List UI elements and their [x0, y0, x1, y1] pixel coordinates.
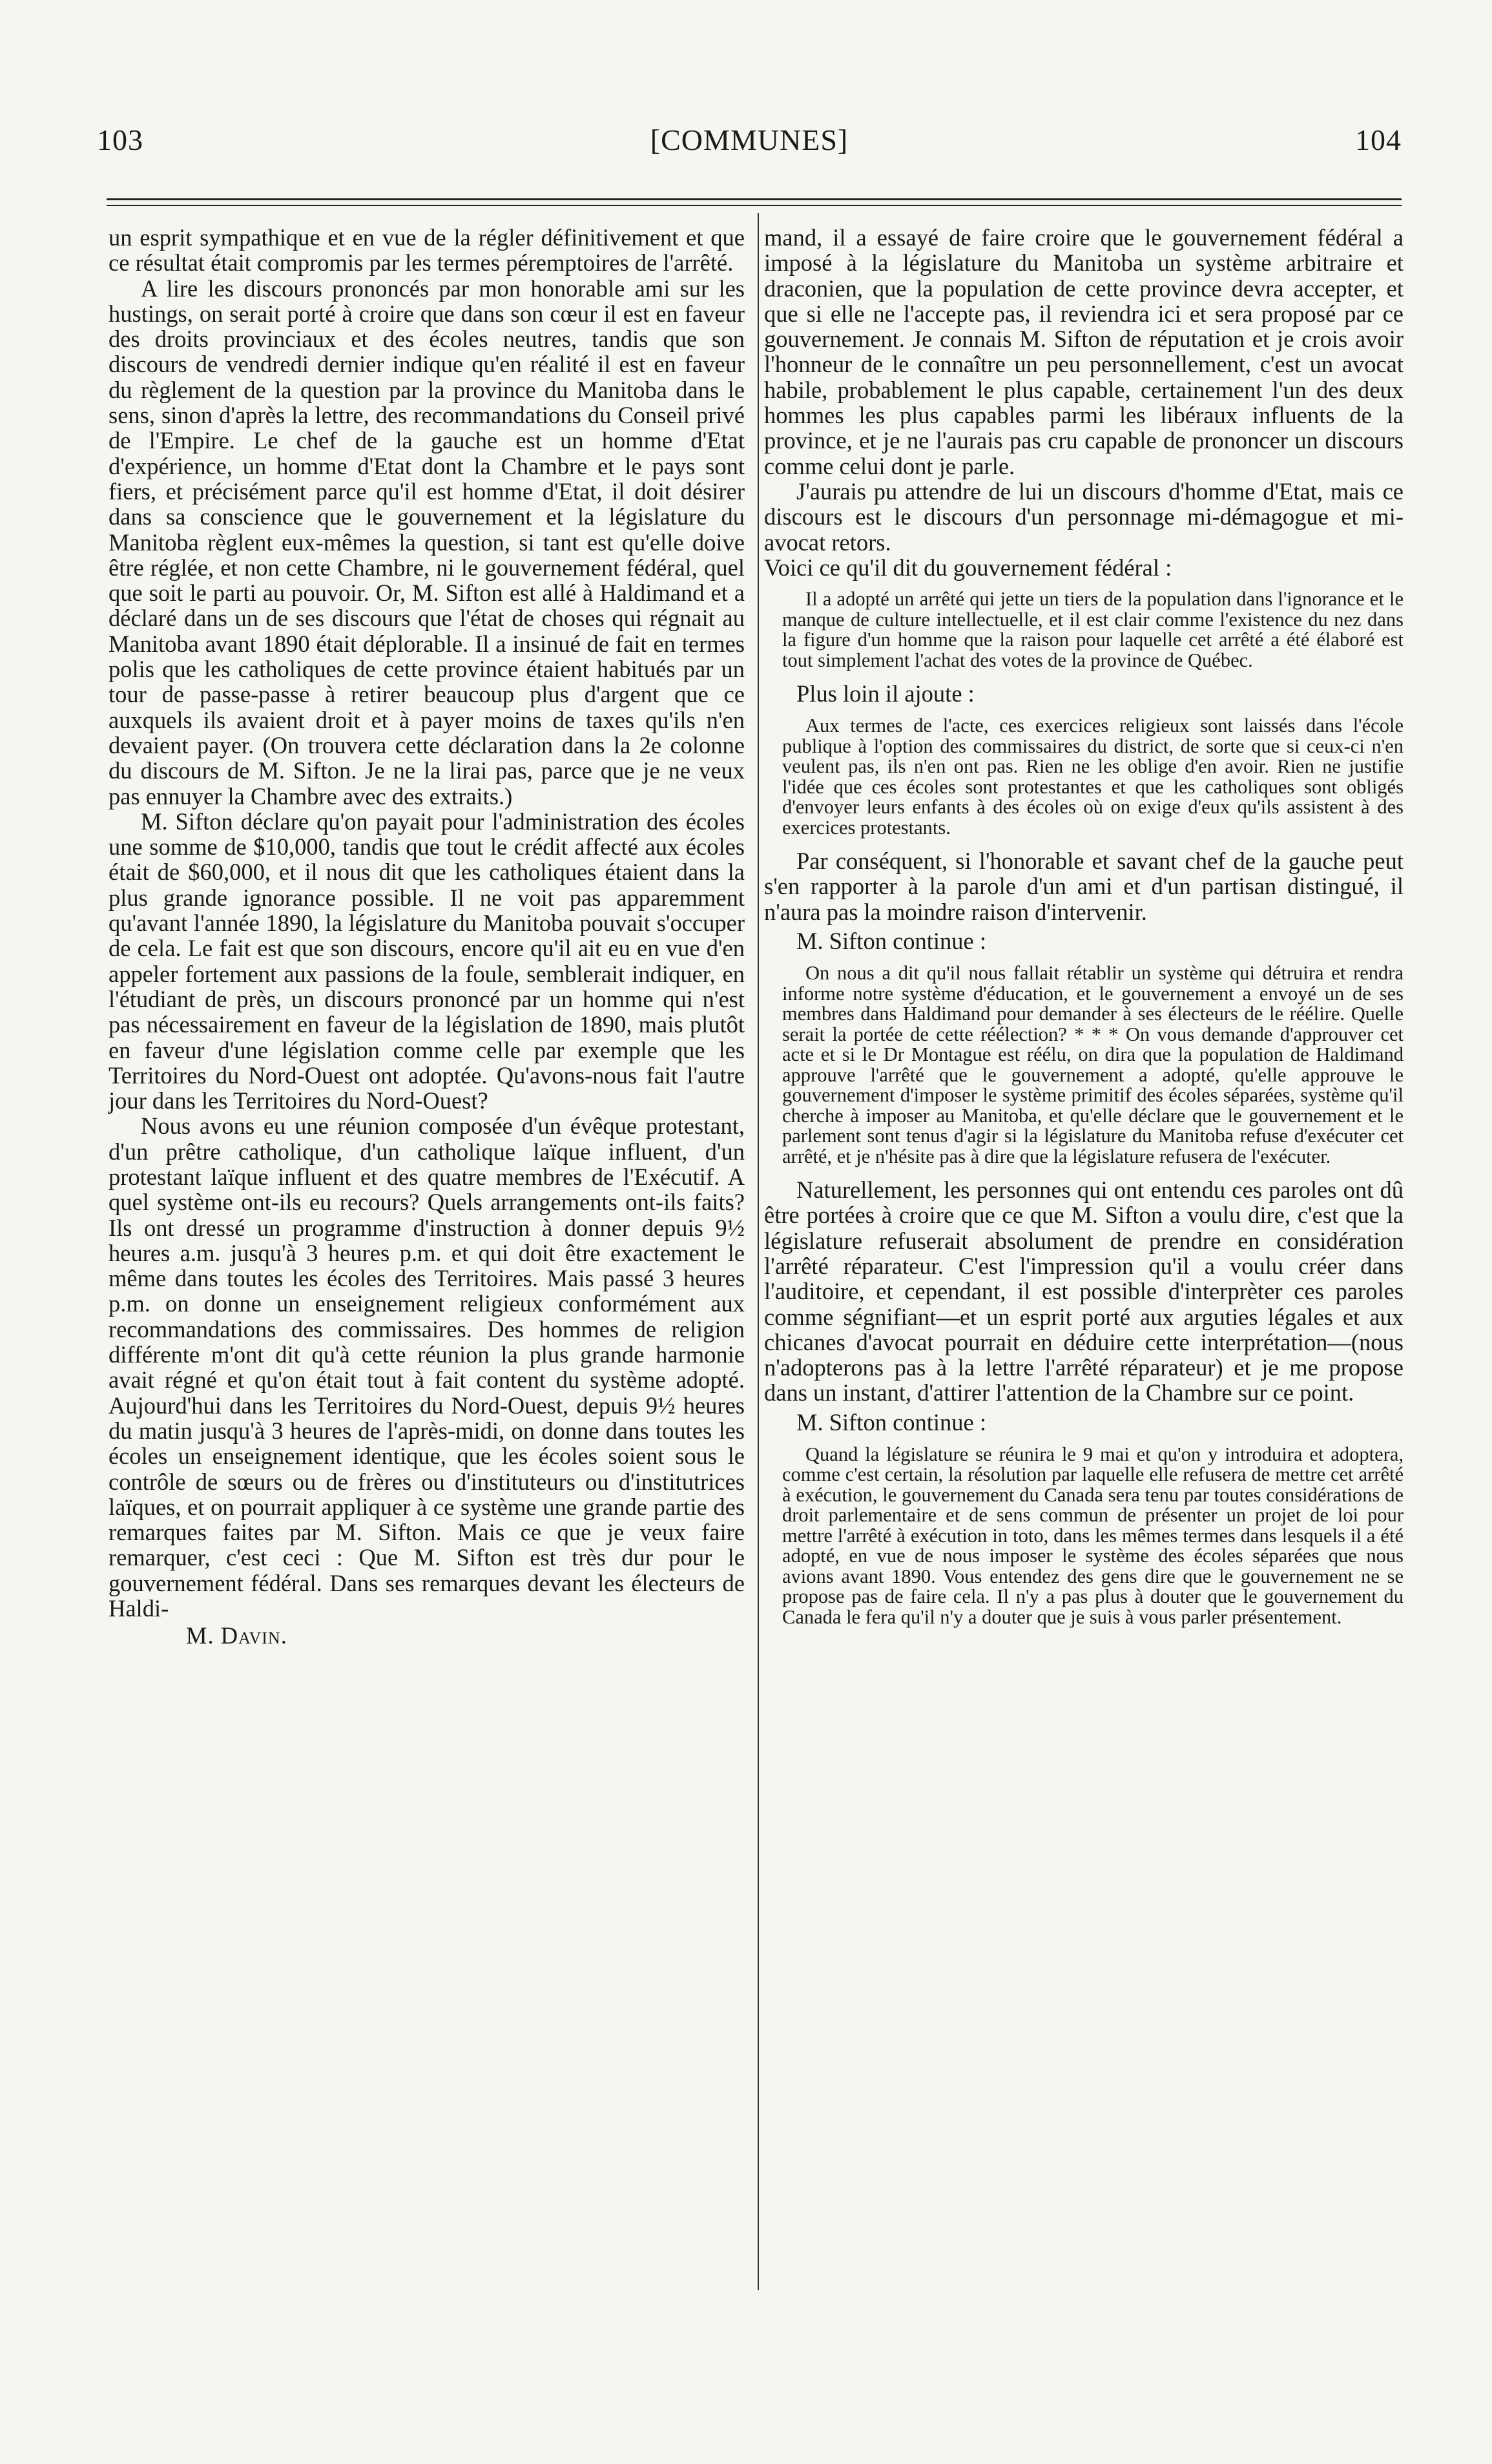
- column-divider: [758, 213, 759, 2290]
- header-rule-thick: [107, 198, 1402, 200]
- paragraph: Voici ce qu'il dit du gouvernement fédéral :: [764, 554, 1172, 581]
- page-header: [97, 123, 1402, 162]
- block-quote: Aux termes de l'acte, ces exercices religieux sont laissés dans l'école publique à l'option des commissaires du district, de sorte que si ceux-ci n'en veulent pas, ils n'en ont pas. Rien ne les oblige d'en avoir. Rien ne justifie l'idée que ces écoles sont protestantes et que les catholiques sont obligés d'envoyer leurs enfants à des écoles où on exige d'eux qu'ils assistent à des exercices protestants.: [782, 715, 1404, 839]
- paragraph: Par conséquent, si l'honorable et savant chef de la gauche peut s'en rapporter à la parole d'un ami et d'un partisan distingué, il n'aura pas la moindre raison d'intervenir.: [764, 848, 1404, 925]
- block-quote: Il a adopté un arrêté qui jette un tiers de la population dans l'ignorance et le manque de culture intellectuelle, et il est clair comme l'existence du nez dans la figure d'un homme que la raison pour laquelle cet arrêté a été élaboré est tout simplement l'achat des votes de la province de Québec.: [782, 588, 1404, 671]
- block-quote: Quand la législature se réunira le 9 mai et qu'on y introduira et adoptera, comme c'est certain, la résolution par laquelle elle refusera de mettre cet arrêté à exécution, le gouvernement du Canada sera tenu par toutes considérations de droit parlementaire et de sens commun de présenter un projet de loi pour mettre l'arrêté à exécution in toto, dans les mêmes termes dans lesquels il a été adopté, en vue de nous imposer le système des écoles séparées que nous avions avant 1890. Vous entendez des gens dire que le gouvernement ne se propose pas de faire cela. Il n'y a pas plus à douter que le gouvernement du Canada le fera qu'il n'y a douter que je suis à vous parler présentement.: [782, 1443, 1404, 1628]
- paragraph: M. Sifton continue :: [796, 928, 987, 955]
- page-number-left: 103: [97, 123, 143, 156]
- paragraph: Plus loin il ajoute :: [796, 680, 975, 707]
- paragraph: J'aurais pu attendre de lui un discours d'homme d'Etat, mais ce discours est le discours d'un personnage mi-démagogue et mi-avocat retors.: [764, 477, 1404, 556]
- right-column: [764, 225, 1404, 1638]
- running-title: [COMMUNES]: [650, 123, 849, 156]
- paragraph: Naturellement, les personnes qui ont entendu ces paroles ont dû être portées à croire que ce que M. Sifton a voulu dire, c'est que la législature refuserait absolument de prendre en considération l'arrêté réparateur. C'est l'impression qu'il a voulu créer dans l'auditoire, et cependant, il est possible d'interprèter ces paroles comme ségnifiant—et un esprit porté aux arguties légales et aux chicanes d'avocat pourrait en déduire cette interprétation—(nous n'adopterons pas à la lettre l'arrêté réparateur) et je me propose dans un instant, d'attirer l'attention de la Chambre sur ce point.: [764, 1176, 1404, 1406]
- block-quote: On nous a dit qu'il nous fallait rétablir un système qui détruira et rendra informe notre système d'éducation, et le gouvernement a envoyé un de ses membres dans Haldimand pour demander à ses électeurs de le réélire. Quelle serait la portée de cette réélection? * * * On vous demande d'approuver cet acte et si le Dr Montague est réélu, on dira que la population de Haldimand approuve l'arrêté que le gouvernement a adopté, qu'elle approuve le gouvernement d'imposer le système primitif des écoles séparées, système qu'il cherche à imposer au Manitoba, et qu'elle déclare que le gouvernement et le parlement sont tenus d'agir si la législature du Manitoba refuse d'exécuter cet arrêté, et je n'hésite pas à dire que la législature refusera de l'exécuter.: [782, 962, 1404, 1167]
- page-number-right: 104: [1355, 123, 1402, 156]
- speaker-signature: M. Davin.: [186, 1622, 287, 1649]
- paragraph: M. Sifton déclare qu'on payait pour l'administration des écoles une somme de $10,000, tandis que tout le crédit affecté aux écoles était de $60,000, et il nous dit que les catholiques étaient dans la plus grande ignorance possible. Il ne voit pas apparemment qu'avant l'année 1890, la législature du Manitoba pouvait s'occuper de cela. Le fait est que son discours, encore qu'il ait eu en vue d'en appeler fortement aux passions de la foule, semblerait indiquer, en l'étudiant de près, un discours prononcé par un homme qui n'est pas nécessairement en faveur de la législation de 1890, mais plutôt en faveur d'une législation comme celle par exemple que les Territoires du Nord-Ouest ont adoptée. Qu'avons-nous fait l'autre jour dans les Territoires du Nord-Ouest?: [109, 808, 745, 1114]
- paragraph: A lire les discours prononcés par mon honorable ami sur les hustings, on serait porté à croire que dans son cœur il est en faveur des droits provinciaux et des écoles neutres, tandis que son discours de vendredi dernier indique qu'en réalité il est en faveur du règlement de la question par la province du Manitoba dans le sens, sinon d'après la lettre, des recommandations du Conseil privé de l'Empire. Le chef de la gauche est un homme d'Etat d'expérience, un homme d'Etat dont la Chambre et le pays sont fiers, et précisément parce qu'il est homme d'Etat, il doit désirer dans sa conscience que le gouvernement et la législature du Manitoba règlent eux-mêmes la question, si tant est qu'elle doive être réglée, et non cette Chambre, ni le gouvernement fédéral, quel que soit le parti au pouvoir. Or, M. Sifton est allé à Haldimand et a déclaré dans un de ses discours que l'état de choses qui régnait au Manitoba avant 1890 était déplorable. Il a insinué de fait en termes polis que les catholiques de cette province étaient habitués par un tour de passe-passe à retirer beaucoup plus d'argent que ce auxquels ils avaient droit et à payer moins de taxes qu'ils n'en devaient payer. (On trouvera cette déclaration dans la 2e colonne du discours de M. Sifton. Je ne la lirai pas, parce que je ne veux pas ennuyer la Chambre avec des extraits.): [109, 275, 745, 809]
- header-rule-thin: [107, 205, 1402, 206]
- left-column: [109, 225, 745, 1649]
- paragraph: un esprit sympathique et en vue de la régler définitivement et que ce résultat était compromis par les termes péremptoires de l'arrêté.: [109, 224, 745, 277]
- paragraph: mand, il a essayé de faire croire que le gouvernement fédéral a imposé à la législature du Manitoba un système arbitraire et draconien, que la population de cette province devra accepter, et que si elle ne l'accepte pas, il reviendra ici et sera proposé par ce gouvernement. Je connais M. Sifton de réputation et je crois avoir l'honneur de le connaître un peu personnellement, c'est un avocat habile, probablement le plus capable, certainement l'un des deux hommes les plus capables parmi les libéraux influents de la province, et je ne l'aurais pas cru capable de prononcer un discours comme celui dont je parle.: [764, 224, 1404, 479]
- paragraph: M. Sifton continue :: [796, 1408, 987, 1436]
- paragraph: Nous avons eu une réunion composée d'un évêque protestant, d'un prêtre catholique, d'un catholique laïque influent, d'un protestant laïque influent et des quatre membres de l'Exécutif. A quel système ont-ils eu recours? Quels arrangements ont-ils faits? Ils ont dressé un programme d'instruction à donner depuis 9½ heures a.m. jusqu'à 3 heures p.m. et qui doit être exactement le même dans toutes les écoles des Territoires. Mais passé 3 heures p.m. on donne un enseignement religieux conformément aux recommandations des commissaires. Des hommes de religion différente m'ont dit qu'à cette réunion la plus grande harmonie avait régné et qu'on était tout à fait content du système adopté. Aujourd'hui dans les Territoires du Nord-Ouest, depuis 9½ heures du matin jusqu'à 3 heures de l'après-midi, on donne dans toutes les écoles un enseignement identique, que les écoles soient sous le contrôle de sœurs ou de frères ou d'instituteurs ou d'institutrices laïques, et on pourrait appliquer à ce système une grande partie des remarques faites par M. Sifton. Mais ce que je veux faire remarquer, c'est ceci : Que M. Sifton est très dur pour le gouvernement fédéral. Dans ses remarques devant les électeurs de Haldi-: [109, 1112, 745, 1622]
